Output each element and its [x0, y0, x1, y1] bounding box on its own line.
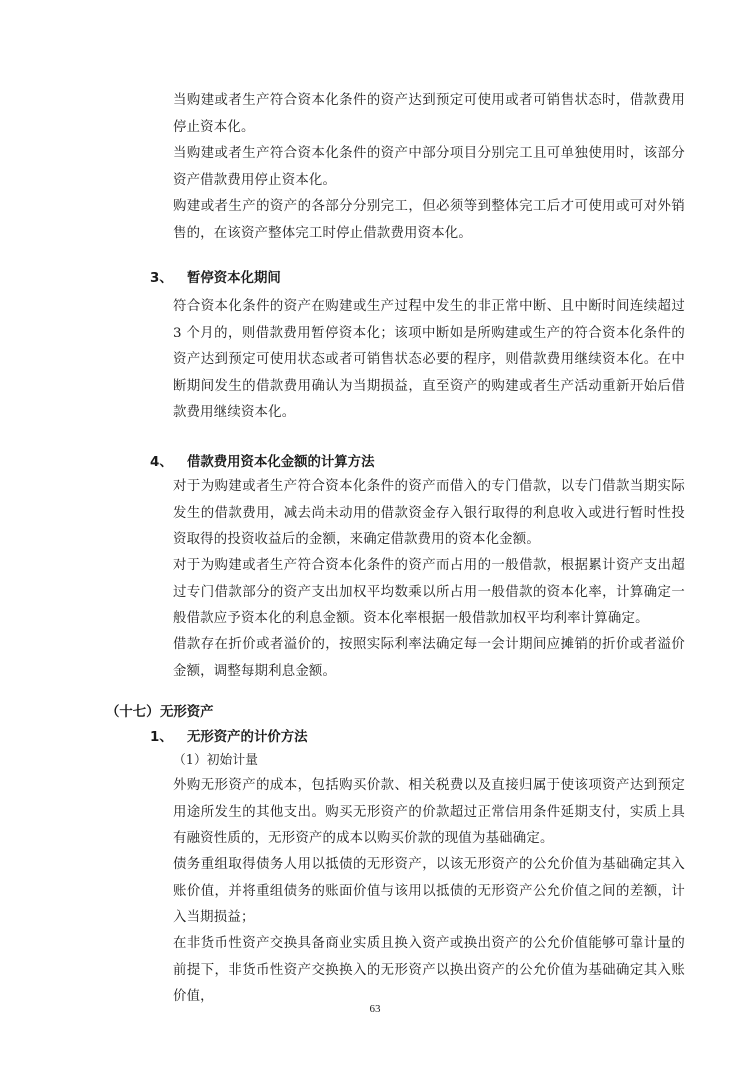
paragraph-capitalization-stop-1: 当购建或者生产符合资本化条件的资产达到预定可使用或者可销售状态时，借款费用停止资本化。 [173, 93, 685, 135]
heading-suspension-period [150, 269, 281, 289]
page-number: 63 [369, 1003, 381, 1015]
paragraph-capitalization-stop-2: 当购建或者生产符合资本化条件的资产中部分项目分别完工且可单独使用时，该部分资产借款费用停止资本化。 [173, 146, 685, 188]
subheading-initial-measurement: （1）初始计量 [173, 753, 258, 768]
heading-title: 暂停资本化期间 [187, 271, 281, 286]
paragraph-purchased-intangibles: 外购无形资产的成本，包括购买价款、相关税费以及直接归属于使该项资产达到预定用途所发生的其他支出。购买无形资产的价款超过正常信用条件延期支付，实质上具有融资性质的，无形资产的成本以购买价款的现值为基础确定。 [173, 778, 685, 846]
paragraph-nonmonetary-exchange: 在非货币性资产交换具备商业实质且换入资产或换出资产的公允价值能够可靠计量的前提下，非货币性资产交换换入的无形资产以换出资产的公允价值为基础确定其入账价值， [173, 936, 685, 1004]
heading-number: 1、 [150, 730, 173, 745]
section-heading-intangible-assets [106, 703, 214, 723]
paragraph-debt-restructuring: 债务重组取得债务人用以抵债的无形资产，以该无形资产的公允价值为基础确定其入账价值，并将重组债务的账面价值与该用以抵债的无形资产公允价值之间的差额，计入当期损益； [173, 857, 685, 925]
section-number: （十七） [106, 705, 160, 720]
paragraph-capitalization-stop-3: 购建或者生产的资产的各部分分别完工，但必须等到整体完工后才可使用或可对外销售的，在该资产整体完工时停止借款费用资本化。 [173, 199, 685, 241]
paragraph-special-borrowing: 对于为购建或者生产符合资本化条件的资产而借入的专门借款，以专门借款当期实际发生的借款费用，减去尚未动用的借款资金存入银行取得的利息收入或进行暂时性投资取得的投资收益后的金额，来确定借款费用的资本化金额。 [173, 479, 685, 547]
paragraph-discount-premium: 借款存在折价或者溢价的，按照实际利率法确定每一会计期间应摊销的折价或者溢价金额，调整每期利息金额。 [173, 637, 685, 679]
heading-valuation-method [150, 728, 308, 748]
heading-title: 无形资产的计价方法 [187, 730, 308, 745]
paragraph-general-borrowing: 对于为购建或者生产符合资本化条件的资产而占用的一般借款，根据累计资产支出超过专门借款部分的资产支出加权平均数乘以所占用一般借款的资本化率，计算确定一般借款应予资本化的利息金额。资本化率根据一般借款加权平均利率计算确定。 [173, 558, 685, 626]
heading-calculation-method [150, 453, 375, 473]
heading-number: 3、 [150, 271, 173, 286]
section-title: 无形资产 [160, 705, 214, 720]
paragraph-suspension: 符合资本化条件的资产在购建或生产过程中发生的非正常中断、且中断时间连续超过 3 个月的，则借款费用暂停资本化；该项中断如是所购建或生产的符合资本化条件的资产达到预定可使用状态或者可销售状态必要的程序，则借款费用继续资本化。在中断期间发生的借款费用确认为当期损益，直至资产的购建或者生产活动重新开始后借款费用继续资本化。 [173, 299, 685, 420]
heading-number: 4、 [150, 455, 173, 470]
heading-title: 借款费用资本化金额的计算方法 [187, 455, 375, 470]
